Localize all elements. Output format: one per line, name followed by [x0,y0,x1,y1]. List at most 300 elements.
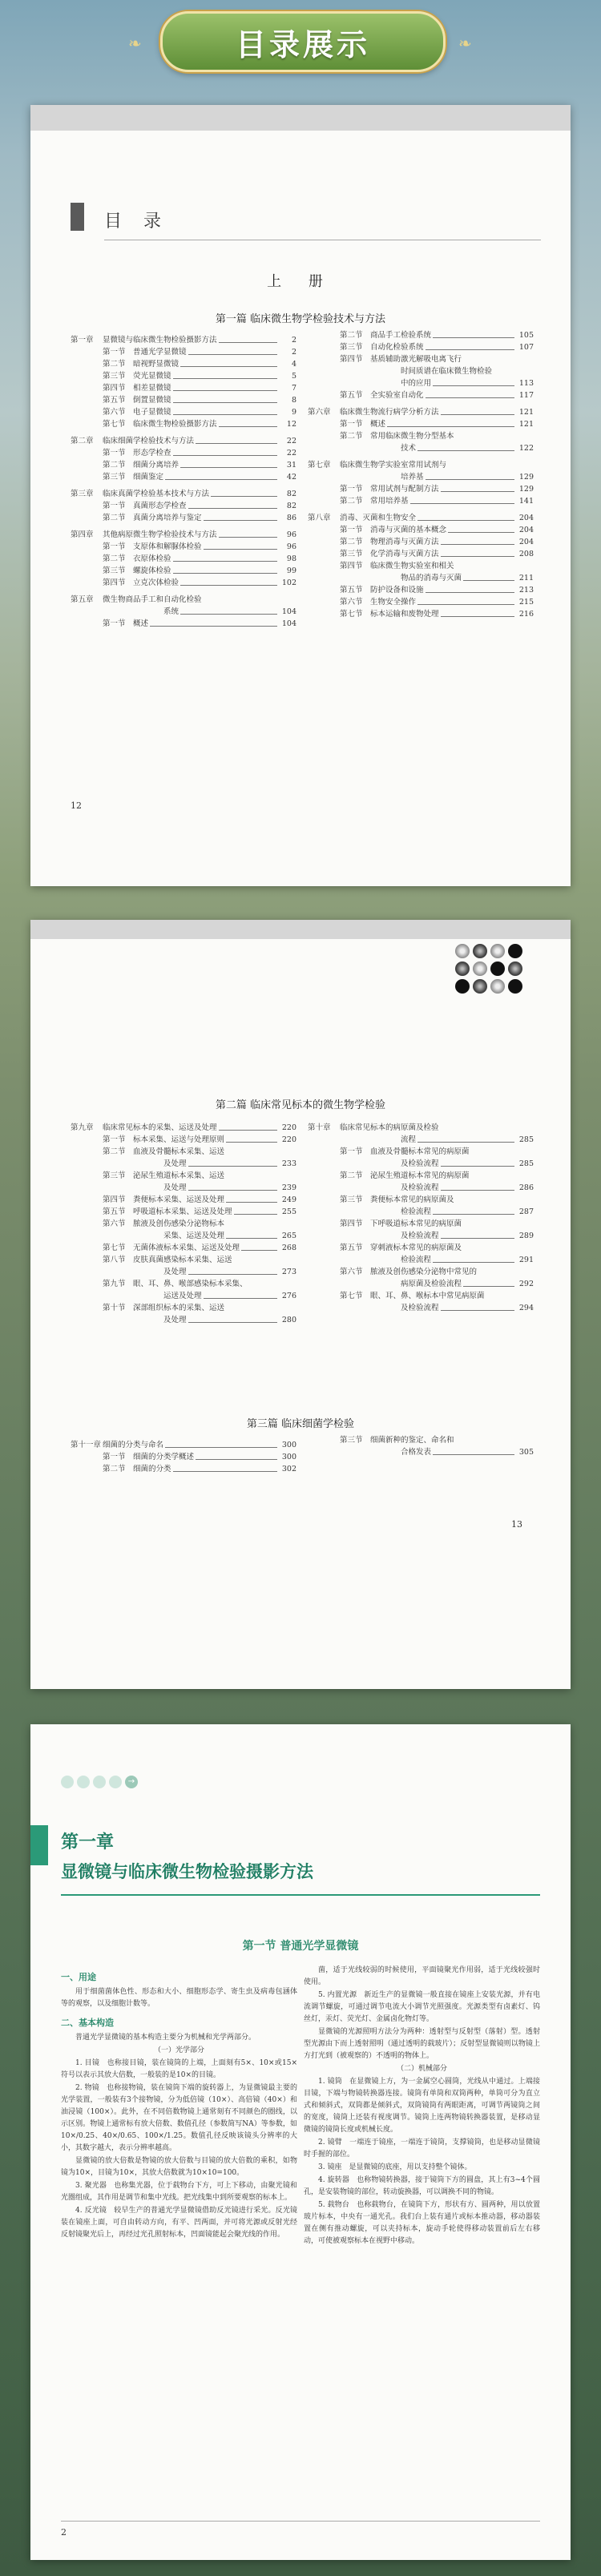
toc-entry-title: 微生物商品手工和自动化检验 [103,595,202,604]
ornament-right-icon: ❧ [458,34,472,53]
toc-entry-title: 眼、耳、鼻、喉标本中常见病原菌 [370,1292,485,1300]
toc-entry-title: 泌尿生殖道标本采集、运送 [133,1171,225,1180]
chapter-rule [61,1894,540,1896]
toc-section-entry [71,358,296,370]
toc-entry-title: 真菌形态学检查 [133,502,187,510]
toc-header: 目 录 [104,212,169,232]
leader-dots [387,426,514,427]
toc-entry-page: 211 [518,574,534,583]
toc-entry-title: 流程 [401,1135,417,1144]
toc-entry-title: 临床微生物实验室和相关 [370,562,454,570]
toc-entry-number: 第五章 [71,595,94,604]
toc-entry-page: 104 [281,619,296,628]
toc-chapter-entry [308,459,534,471]
toc-entry-page: 204 [518,538,534,546]
leader-dots [150,626,277,627]
toc-entry-number: 第七节 [103,420,126,429]
leader-dots [441,491,514,492]
toc-section-entry [308,608,534,620]
toc-entry-page: 42 [286,473,296,482]
toc-section-entry [308,1206,534,1218]
toc-section-entry [71,1242,296,1254]
toc-entry-title: 细菌新种的鉴定、命名和 [370,1436,454,1445]
leader-dots [417,604,514,605]
toc-entry-title: 生物安全操作 [370,598,417,607]
toc-entry-number: 第六节 [340,1268,363,1276]
toc-column-right [308,1117,534,1314]
title-banner [160,11,446,72]
toc-entry-title: 下呼吸道标本常见的病原菌 [370,1219,462,1228]
microscope-image-thumb [490,979,505,994]
toc-entry-title: 细菌鉴定 [133,473,164,482]
toc-section-entry [71,382,296,394]
toc-entry-title: 临床常见标本的采集、运送及处理 [103,1123,217,1132]
toc-entry-number: 第三节 [103,566,126,575]
toc-entry-page: 102 [281,578,296,587]
toc-entry-number: 第二节 [103,1465,126,1473]
toc-section-entry [71,1146,296,1158]
leader-dots [234,1214,277,1215]
toc-entry-title: 真菌分离培养与鉴定 [133,514,202,522]
toc-entry-number: 第九章 [71,1123,94,1132]
toc-entry-title: 基质辅助激光解吸电离飞行 [370,355,462,364]
thumbnail-images [455,944,527,1000]
leader-dots [173,561,277,562]
toc-section-entry [71,606,296,618]
toc-chapter-entry [308,406,534,418]
header-marker [71,203,84,231]
toc-entry-page: 220 [281,1135,296,1144]
toc-entry-title: 常用培养基 [370,497,409,506]
paragraph: 2. 镜臂 一端连于镜座，一端连于镜筒，支撑镜筒，也是移动显微镜时手握的部位。 [304,2139,540,2159]
toc-column-right-part3 [308,1434,534,1458]
toc-entry-number: 第四节 [340,355,363,364]
toc-entry-title: 粪便标本常见的病原菌及 [370,1195,454,1204]
paragraph: 普通光学显微镜的基本构造主要分为机械和光学两部分。 [75,2034,256,2042]
toc-entry-page: 7 [291,384,296,393]
toc-entry-number: 第二节 [340,432,363,441]
toc-section-entry [308,1218,534,1230]
toc-entry-number: 第六节 [103,1219,126,1228]
toc-entry-title: 及处理 [163,1159,187,1168]
toc-section-entry [71,541,296,553]
toc-section-entry [71,459,296,471]
toc-entry-title: 相差显微镜 [133,384,171,393]
toc-entry-number: 第四节 [103,384,126,393]
leader-dots [441,414,514,415]
toc-entry-title: 脓液及创伤感染分泌物标本 [133,1219,225,1228]
toc-entry-title: 螺旋体检验 [133,566,171,575]
toc-section-entry [308,341,534,353]
leader-dots [441,1190,514,1191]
leader-dots [180,366,277,367]
toc-section-entry [71,1278,296,1290]
toc-entry-title: 衣原体检验 [133,554,171,563]
toc-entry-title: 泌尿生殖道标本常见的病原菌 [370,1171,470,1180]
toc-section-entry [71,1230,296,1242]
toc-entry-page: 305 [518,1448,534,1457]
ornament-left-icon: ❧ [128,34,142,53]
toc-chapter-entry [308,1122,534,1134]
leader-dots [173,378,277,379]
paragraph: 2. 物镜 也称接物镜，装在镜筒下端的旋转器上，为显微镜最主要的光学装置，一般装有3个接物镜，分为低倍镜（10×）、高倍镜（40×）和油浸镜（100×）。此外，在不同倍数物镜上通常刻有不同颜色的圈线，以示区别。物镜上通常标有放大倍数、数值孔径（参数简写NA）等参数，如10×/0.25、40×/0.65、100×/1.25。数值孔径反映该镜头分辨率的大小，其数字越大，表示分辨率越高。 [61,2084,297,2152]
toc-entry-title: 显微镜与临床微生物检验摄影方法 [103,336,217,345]
toc-entry-number: 第一节 [103,449,126,458]
leader-dots [417,450,514,451]
subheading: 二、基本构造 [61,2018,114,2028]
toc-entry-title: 形态学检查 [133,449,171,458]
toc-entry-number: 第四节 [103,578,126,587]
toc-entry-page: 213 [518,586,534,595]
leader-dots [219,537,277,538]
toc-section-entry [308,377,534,389]
toc-section-entry [71,618,296,630]
toc-entry-number: 第二节 [103,360,126,369]
toc-entry-title: 临床微生物检验摄影方法 [133,420,217,429]
microscope-image-thumb [508,961,522,976]
toc-section-entry [308,1278,534,1290]
microscope-image-thumb [508,944,522,958]
toc-entry-number: 第一节 [103,1135,126,1144]
toc-entry-page: 2 [291,348,296,357]
subheading-centered: （一）光学部分 [153,2046,204,2054]
toc-entry-title: 标本运输和废物处理 [370,610,439,619]
toc-entry-page: 233 [281,1159,296,1168]
paragraph: 1. 目镜 也称接目镜，装在镜筒的上端，上面刻有5×、10×或15×符号以表示其放大倍数，一般装的是10×的目镜。 [61,2059,297,2079]
toc-entry-title: 脓液及创伤感染分泌物中常见的 [370,1268,478,1276]
toc-entry-page: 82 [286,502,296,510]
bubble-icon [61,1776,74,1788]
toc-section-entry [71,346,296,358]
decorative-bubbles [61,1776,138,1788]
toc-entry-title: 消毒与灭菌的基本概念 [370,526,447,534]
toc-entry-page: 121 [518,408,534,417]
leader-dots [441,1238,514,1239]
toc-entry-page: 98 [286,554,296,563]
toc-entry-title: 及检验流程 [401,1183,439,1192]
toc-entry-title: 及检验流程 [401,1232,439,1240]
toc-section-entry [308,548,534,560]
toc-entry-number: 第三节 [340,343,363,352]
toc-entry-title: 呼吸道标本采集、运送及处理 [133,1207,232,1216]
toc-entry-title: 临床微生物流行病学分析方法 [340,408,439,417]
leader-dots [173,1471,277,1472]
toc-entry-number: 第八章 [308,514,331,522]
toc-entry-number: 第二节 [103,554,126,563]
toc-entry-number: 第六章 [308,408,331,417]
toc-chapter-entry [71,334,296,346]
toc-entry-number: 第七节 [340,610,363,619]
toc-section-entry [308,1254,534,1266]
toc-entry-number: 第四章 [71,530,94,539]
toc-entry-number: 第一节 [103,542,126,551]
toc-entry-page: 291 [518,1256,534,1264]
toc-entry-page: 268 [281,1244,296,1252]
toc-entry-title: 临床常见标本的病原菌及检验 [340,1123,439,1132]
leader-dots [173,414,277,415]
toc-entry-title: 深部组织标本的采集、运送 [133,1304,225,1312]
toc-section-entry [71,1451,296,1463]
toc-chapter-entry [71,488,296,500]
toc-section-entry [308,1182,534,1194]
toc-entry-page: 4 [291,360,296,369]
leader-dots [417,520,514,521]
toc-section-entry [71,512,296,524]
toc-entry-page: 8 [291,396,296,405]
subheading: 一、用途 [61,1972,96,1982]
toc-entry-number: 第九节 [103,1280,126,1288]
toc-section-entry [308,389,534,401]
toc-entry-number: 第二节 [340,538,363,546]
leader-dots [441,556,514,557]
leader-dots [441,1166,514,1167]
toc-entry-title: 倒置显微镜 [133,396,171,405]
toc-entry-number: 第五节 [103,396,126,405]
toc-section-entry [308,572,534,584]
toc-section-entry [71,394,296,406]
leader-dots [441,544,514,545]
toc-section-entry [71,553,296,565]
toc-entry-title: 荧光显微镜 [133,372,171,381]
section-title: 第一节 普通光学显微镜 [242,1940,359,1953]
toc-entry-page: 22 [286,437,296,445]
toc-entry-title: 及检验流程 [401,1159,439,1168]
toc-entry-number: 第三节 [103,473,126,482]
paragraph: 3. 镜座 是显微镜的底座，用以支持整个镜体。 [318,2163,472,2171]
toc-chapter-entry [71,529,296,541]
toc-entry-number: 第四节 [103,1195,126,1204]
toc-section-entry [308,483,534,495]
toc-section-entry [308,536,534,548]
toc-entry-title: 细菌分离培养 [133,461,179,470]
toc-entry-title: 血液及骨髓标本采集、运送 [133,1147,225,1156]
toc-section-entry [308,353,534,365]
leader-dots [463,1286,514,1287]
toc-entry-page: 215 [518,598,534,607]
volume-title: 上 册 [267,273,334,290]
toc-section-entry [308,1266,534,1278]
toc-entry-number: 第五节 [340,391,363,400]
toc-entry-number: 第五节 [103,1207,126,1216]
microscope-image-thumb [490,944,505,958]
leader-dots [426,592,514,593]
toc-entry-page: 96 [286,530,296,539]
toc-section-entry [71,1158,296,1170]
toc-entry-number: 第三节 [340,550,363,558]
toc-section-entry [71,1290,296,1302]
microscope-image-thumb [473,961,487,976]
microscope-image-thumb [455,961,470,976]
toc-entry-page: 12 [286,420,296,429]
leader-dots [433,337,514,338]
toc-page-1 [30,105,571,886]
toc-entry-number: 第二章 [71,437,94,445]
toc-entry-page: 31 [286,461,296,470]
toc-section-entry [71,1254,296,1266]
bubble-icon [109,1776,122,1788]
toc-section-entry [308,1290,534,1302]
leader-dots [188,508,277,509]
toc-entry-number: 第七节 [340,1292,363,1300]
toc-entry-number: 第一节 [340,420,363,429]
leader-dots [204,520,277,521]
toc-entry-number: 第一节 [340,485,363,494]
toc-entry-page: 86 [286,514,296,522]
toc-entry-title: 普通光学显微镜 [133,348,187,357]
toc-section-entry [71,1314,296,1326]
toc-chapter-entry [71,594,296,606]
leader-dots [188,1166,277,1167]
leader-dots [188,1322,277,1323]
toc-entry-page: 294 [518,1304,534,1312]
toc-entry-title: 防护设备和设施 [370,586,424,595]
body-column-left [61,1965,297,2242]
toc-entry-page: 204 [518,526,534,534]
toc-section-entry [71,447,296,459]
toc-column-left [71,329,296,630]
leader-dots [226,1238,277,1239]
toc-entry-number: 第十章 [308,1123,331,1132]
toc-entry-number: 第一节 [340,1147,363,1156]
toc-entry-title: 物理消毒与灭菌方法 [370,538,439,546]
leader-dots [173,455,277,456]
toc-entry-page: 239 [281,1183,296,1192]
toc-entry-number: 第二节 [103,514,126,522]
toc-section-entry [71,1134,296,1146]
toc-entry-page: 122 [518,444,534,453]
toc-entry-title: 合格发表 [401,1448,432,1457]
leader-dots [426,349,514,350]
toc-section-entry [308,560,534,572]
toc-section-entry [308,1446,534,1458]
page-number: 13 [511,1519,522,1530]
toc-entry-number: 第七章 [308,461,331,470]
toc-entry-number: 第十一章 [71,1441,102,1449]
microscope-image-thumb [508,979,522,994]
paragraph: 3. 聚光器 也称集光器，位于载物台下方，可上下移动，由聚光镜和光圈组成，其作用是调节和集中光线。把光线集中到所要观察的标本上。 [61,2182,297,2202]
toc-entry-page: 220 [281,1123,296,1132]
toc-entry-page: 286 [518,1183,534,1192]
paragraph: 4. 旋转器 也称物镜转换器，接于镜筒下方的圆盘，其上有3~4个圆孔，是安装物镜的部位，转动旋换器，可以调换不同的物镜。 [304,2176,540,2196]
toc-entry-title: 培养基 [401,473,424,482]
toc-section-entry [308,430,534,442]
toc-section-entry [308,471,534,483]
toc-entry-title: 全实验室自动化 [370,391,424,400]
leader-dots [417,1142,514,1143]
toc-entry-title: 临床真菌学检验基本技术与方法 [103,490,210,498]
part-title: 第一篇 临床微生物学检验技术与方法 [215,313,386,325]
toc-section-entry [71,1266,296,1278]
toc-entry-title: 粪便标本采集、运送及处理 [133,1195,225,1204]
toc-entry-page: 96 [286,542,296,551]
toc-entry-number: 第三节 [340,1436,363,1445]
toc-section-entry [308,329,534,341]
toc-entry-number: 第一节 [103,502,126,510]
toc-section-entry [71,471,296,483]
content-page [30,1724,571,2560]
toc-entry-number: 第一节 [103,1453,126,1461]
toc-entry-page: 289 [518,1232,534,1240]
leader-dots [204,549,277,550]
toc-column-left-part3 [71,1434,296,1475]
toc-entry-title: 化学消毒与灭菌方法 [370,550,439,558]
toc-entry-page: 104 [281,607,296,616]
toc-entry-number: 第一章 [71,336,94,345]
leader-dots [165,479,277,480]
toc-section-entry [71,1218,296,1230]
leader-dots [196,443,277,444]
toc-section-entry [71,406,296,418]
toc-entry-page: 208 [518,550,534,558]
toc-section-entry [308,1146,534,1158]
toc-entry-title: 及处理 [163,1183,187,1192]
toc-section-entry [308,495,534,507]
toc-section-entry [308,365,534,377]
paragraph: 显微镜的放大倍数是物镜的放大倍数与目镜的放大倍数的乘积，如物镜为10×，目镜为10×，其放大倍数就为10×10=100。 [61,2157,297,2177]
leader-dots [180,614,277,615]
toc-entry-title: 支原体和解脲体检验 [133,542,202,551]
leader-dots [188,1274,277,1275]
toc-entry-page: 273 [281,1268,296,1276]
toc-entry-page: 105 [518,331,534,340]
leader-dots [188,1190,277,1191]
toc-entry-number: 第二节 [103,461,126,470]
toc-entry-title: 自动化检验系统 [370,343,424,352]
leader-dots [441,616,514,617]
page-top-bar [30,920,571,939]
toc-entry-page: 302 [281,1465,296,1473]
leader-dots [219,426,277,427]
toc-entry-page: 129 [518,473,534,482]
toc-section-entry [308,1242,534,1254]
body-column-right [304,1965,540,2248]
part-title: 第二篇 临床常见标本的微生物学检验 [215,1099,386,1111]
toc-section-entry [308,1170,534,1182]
toc-entry-page: 300 [281,1441,296,1449]
toc-entry-title: 细菌的分类 [133,1465,171,1473]
page-number: 2 [61,2527,67,2538]
toc-chapter-entry [308,512,534,524]
toc-entry-page: 265 [281,1232,296,1240]
toc-entry-title: 技术 [401,444,417,453]
bubble-icon [77,1776,90,1788]
toc-entry-title: 中的应用 [401,379,432,388]
paragraph: 4. 反光镜 较早生产的普通光学显微镜借助反光镜进行采光。反光镜装在镜座上面，可自由转动方向，有平、凹两面，并可将光源或反射光经反射镜聚光后上，再经过光孔照射标本，凹面镜能起会聚光线的作用。 [61,2207,297,2239]
paragraph: 菌，适于光线较弱的时候使用，平面镜聚光作用弱，适于光线较强时使用。 [304,1966,540,1986]
toc-entry-number: 第四节 [340,1219,363,1228]
toc-section-entry [71,1302,296,1314]
toc-section-entry [71,577,296,589]
toc-entry-title: 常用临床微生物分型基本 [370,432,454,441]
toc-entry-page: 285 [518,1159,534,1168]
toc-entry-title: 无菌体液标本采集、运送及处理 [133,1244,240,1252]
paragraph: 1. 镜筒 在显微镜上方，为一金属空心圆筒，光线从中通过。上端接目镜，下端与物镜转换器连接。镜筒有单筒和双筒两种，单筒可分为直立式和倾斜式，双筒都是倾斜式，双筒镜筒有两眼距离，可调节两镜筒之间的宽度，镜筒上还装有视度调节。镜筒上连两物镜转换器装置，是移动显微镜的镜筒长度或机械长度。 [304,2078,540,2134]
toc-entry-title: 临床细菌学检验技术与方法 [103,437,195,445]
leader-dots [410,503,514,504]
toc-entry-page: 216 [518,610,534,619]
toc-entry-page: 204 [518,514,534,522]
toc-entry-title: 检验流程 [401,1256,432,1264]
toc-entry-number: 第十节 [103,1304,126,1312]
chapter-marker [30,1825,48,1865]
toc-section-entry [308,1194,534,1206]
paragraph: 5. 载物台 也称载物台，在镜筒下方，形状有方、圆两种，用以放置玻片标本，中央有一通光孔。我们台上装有通片或标本推动器，移动器装置在侧有推动螺旋，可以夹持标本，旋动手轮使得移动装置前后左右移动，可使被观察标本在视野中移动。 [304,2201,540,2245]
toc-entry-page: 249 [281,1195,296,1204]
toc-entry-number: 第一节 [103,619,126,628]
toc-entry-title: 细菌的分类学概述 [133,1453,195,1461]
toc-entry-number: 第七节 [103,1244,126,1252]
leader-dots [241,1250,277,1251]
